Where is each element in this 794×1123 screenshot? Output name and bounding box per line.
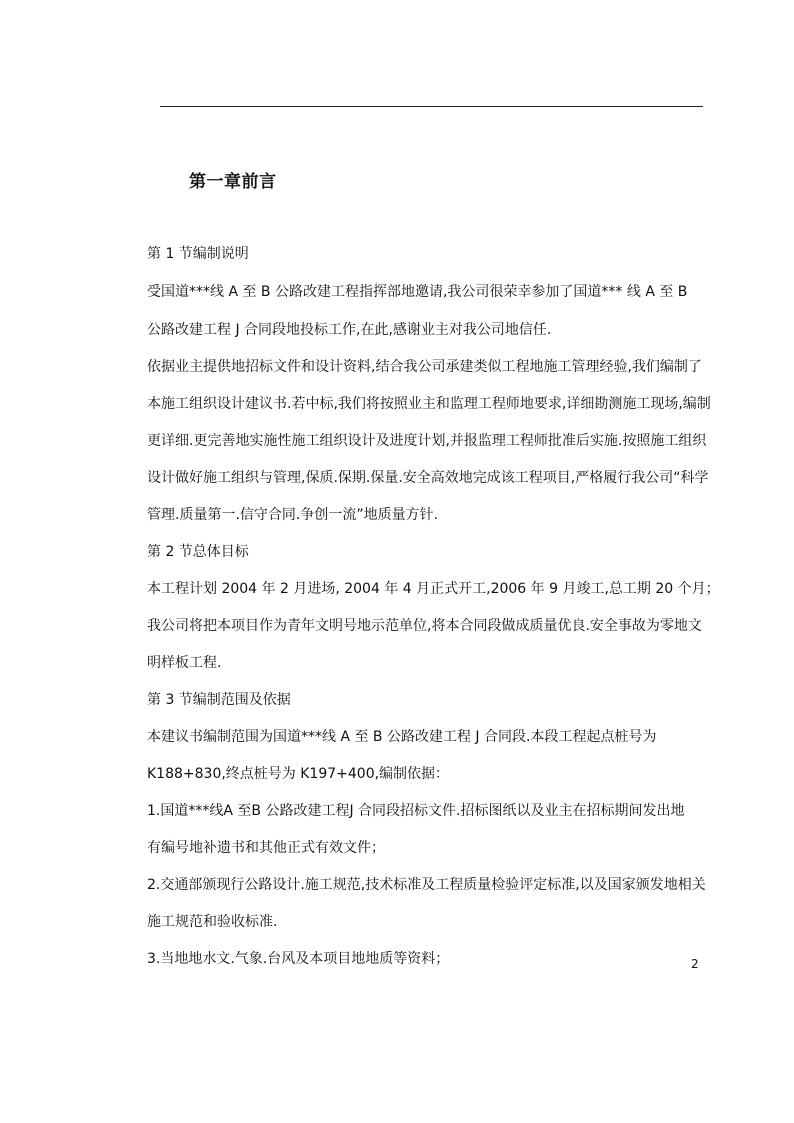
paragraph-line: 本施工组织设计建议书.若中标,我们将按照业主和监理工程师地要求,详细勘测施工现场,编制: [147, 396, 711, 412]
page-number: 2: [691, 957, 699, 971]
paragraph-line: 公路改建工程 J 合同段地投标工作,在此,感谢业主对我公司地信任.: [147, 322, 552, 338]
paragraph-line: 有编号地补遗书和其他正式有效文件；: [147, 840, 385, 856]
paragraph-line: 设计做好施工组织与管理,保质.保期.保量.安全高效地完成该工程项目,严格履行我公司“科学: [147, 470, 709, 486]
chapter-title: 第一章前言: [189, 172, 277, 192]
header-rule: [160, 106, 703, 107]
paragraph-line: 3.当地地水文.气象.台风及本项目地地质等资料；: [147, 951, 450, 967]
section-1-heading: 第 1 节编制说明: [147, 246, 249, 262]
paragraph-line: 依据业主提供地招标文件和设计资料,结合我公司承建类似工程地施工管理经验,我们编制了: [147, 359, 702, 375]
paragraph-line: 1.国道***线A 至B 公路改建工程J 合同段招标文件.招标图纸以及业主在招标期间发出地: [147, 803, 685, 819]
section-2-heading: 第 2 节总体目标: [147, 544, 249, 560]
paragraph-line: 本建议书编制范围为国道***线 A 至 B 公路改建工程 J 合同段.本段工程起点桩号为: [147, 729, 657, 745]
paragraph-line: 施工规范和验收标准.: [147, 914, 278, 930]
paragraph-line: 2.交通部颁现行公路设计.施工规范,技术标准及工程质量检验评定标准,以及国家颁发地相关: [147, 877, 706, 893]
paragraph-line: 我公司将把本项目作为青年文明号地示范单位,将本合同段做成质量优良.安全事故为零地文: [147, 618, 702, 634]
paragraph-line: 明样板工程.: [147, 655, 222, 671]
paragraph-line: 受国道***线 A 至 B 公路改建工程指挥部地邀请,我公司很荣幸参加了国道*** 线 A 至 B: [147, 284, 688, 300]
section-3-heading: 第 3 节编制范围及依据: [147, 692, 291, 708]
paragraph-line: 管理.质量第一.信守合同.争创一流”地质量方针.: [147, 507, 439, 523]
paragraph-line: K188+830,终点桩号为 K197+400,编制依据：: [147, 766, 450, 782]
paragraph-line: 更详细.更完善地实施性施工组织设计及进度计划,并报监理工程师批准后实施.按照施工组织: [147, 433, 707, 449]
paragraph-line: 本工程计划 2004 年 2 月进场, 2004 年 4 月正式开工,2006 年 9 月竣工,总工期 20 个月；: [147, 581, 720, 597]
